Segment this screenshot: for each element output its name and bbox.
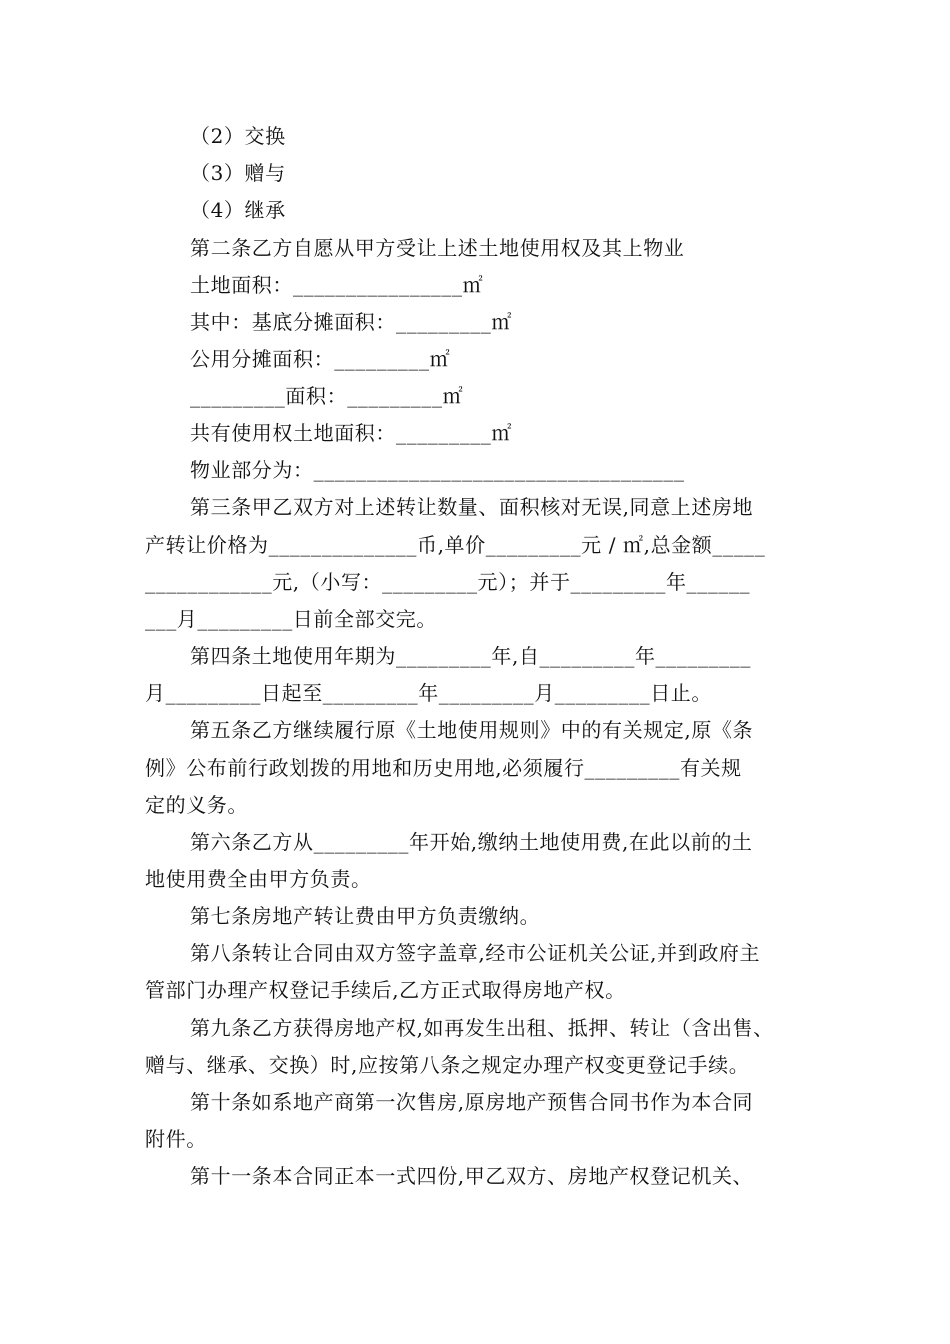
article-8-line-2: 管部门办理产权登记手续后,乙方正式取得房地产权。 <box>145 978 626 1002</box>
land-area-line: 土地面积：________________㎡ <box>190 273 484 297</box>
article-6-line-2: 地使用费全由甲方负责。 <box>145 867 372 891</box>
article-10-line-2: 附件。 <box>145 1127 207 1151</box>
article-4-line-2: 月_________日起至_________年_________月_________日止。 <box>145 681 712 705</box>
item-exchange: （2）交换 <box>190 124 286 148</box>
item-gift: （3）赠与 <box>190 161 286 185</box>
article-11-line-1: 第十一条本合同正本一式四份,甲乙双方、房地产权登记机关、 <box>190 1164 754 1188</box>
property-part-line: 物业部分为：___________________________________ <box>190 458 685 482</box>
article-3-line-3: ____________元,（小写：_________元）；并于_________年______ <box>145 570 751 594</box>
article-3-line-2: 产转让价格为______________币,单价_________元 / ㎡,总金额_____ <box>145 533 766 557</box>
blank-area-line: _________面积：_________㎡ <box>190 384 464 408</box>
article-3-line-1: 第三条甲乙双方对上述转让数量、面积核对无误,同意上述房地 <box>190 495 754 519</box>
article-7: 第七条房地产转让费由甲方负责缴纳。 <box>190 904 541 928</box>
article-5-line-3: 定的义务。 <box>145 793 248 817</box>
article-5-line-2: 例》公布前行政划拨的用地和历史用地,必须履行_________有关规 <box>145 756 742 780</box>
article-5-line-1: 第五条乙方继续履行原《土地使用规则》中的有关规定,原《条 <box>190 718 754 742</box>
public-shared-area-line: 公用分摊面积：_________㎡ <box>190 347 451 371</box>
article-2: 第二条乙方自愿从甲方受让上述土地使用权及其上物业 <box>190 236 685 260</box>
base-shared-area-line: 其中：基底分摊面积：_________㎡ <box>190 310 512 334</box>
article-6-line-1: 第六条乙方从_________年开始,缴纳土地使用费,在此以前的土 <box>190 830 753 854</box>
article-8-line-1: 第八条转让合同由双方签字盖章,经市公证机关公证,并到政府主 <box>190 941 761 965</box>
shared-land-area-line: 共有使用权土地面积：_________㎡ <box>190 421 512 445</box>
article-9-line-2: 赠与、继承、交换）时,应按第八条之规定办理产权变更登记手续。 <box>145 1053 750 1077</box>
article-4-line-1: 第四条土地使用年期为_________年,自_________年_________ <box>190 644 751 668</box>
item-inherit: （4）继承 <box>190 198 286 222</box>
article-3-line-4: ___月_________日前全部交完。 <box>145 607 437 631</box>
article-9-line-1: 第九条乙方获得房地产权,如再发生出租、抵押、转让（含出售、 <box>190 1016 774 1040</box>
article-10-line-1: 第十条如系地产商第一次售房,原房地产预售合同书作为本合同 <box>190 1090 754 1114</box>
